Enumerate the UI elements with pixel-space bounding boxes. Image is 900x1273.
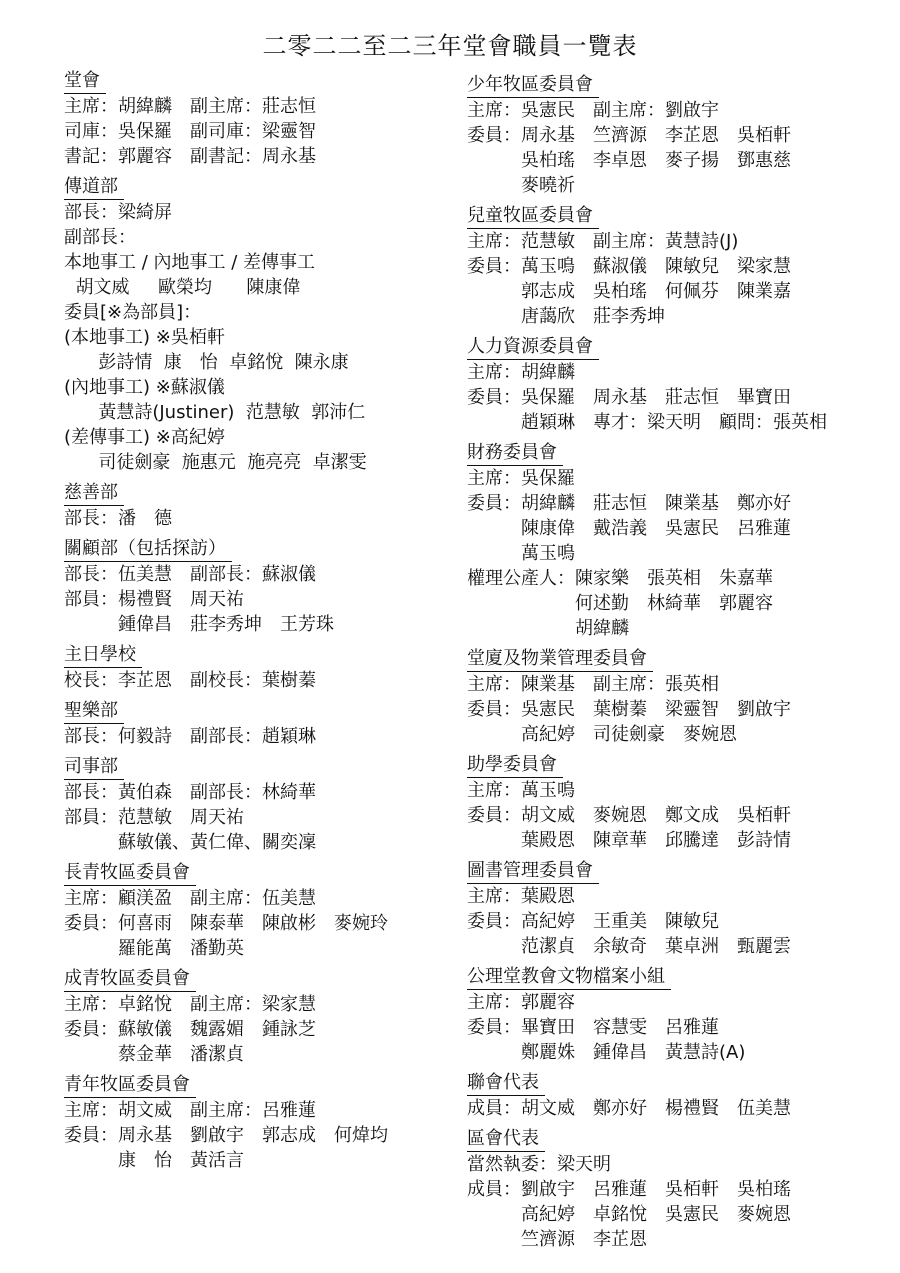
member-line: 主席：吳憲民 副主席：劉啟宇: [467, 100, 719, 121]
member-line: 鍾偉昌 莊李秀坤 王芳珠: [64, 614, 334, 635]
member-line: 主席：陳業基 副主席：張英相: [467, 674, 719, 695]
committee-section: [467, 72, 867, 198]
member-line: 本地事工 / 內地事工 / 差傳事工: [64, 252, 316, 273]
member-line: 吳柏瑤 李卓恩 麥子揚 鄧惠慈: [467, 150, 791, 171]
committee-section: [467, 752, 867, 853]
committee-section: [467, 203, 867, 329]
section-heading: 司事部: [64, 754, 124, 780]
member-line: 主席：葉殿恩: [467, 886, 575, 907]
committee-section: [64, 966, 454, 1067]
committee-section: [64, 698, 454, 749]
committee-section: [467, 1070, 867, 1121]
section-heading: 助學委員會: [467, 752, 563, 778]
member-line: 委員：胡緯麟 莊志恒 陳業基 鄭亦好: [467, 493, 791, 514]
member-line: 委員：畢寶田 容慧雯 呂雅蓮: [467, 1017, 719, 1038]
committee-section: [64, 642, 454, 693]
member-line: 委員：吳憲民 葉樹蓁 梁靈智 劉啟宇: [467, 699, 791, 720]
member-line: 主席：范慧敏 副主席：黃慧詩(J): [467, 231, 739, 252]
member-line: 委員[※為部員]：: [64, 302, 202, 323]
left-column: [64, 68, 454, 1178]
committee-section: [64, 754, 454, 855]
section-heading: 傳道部: [64, 174, 124, 200]
section-heading: 堂會: [64, 68, 106, 94]
member-line: 趙穎琳 專才：梁天明 顧問：張英相: [467, 412, 827, 433]
member-line: 成員：劉啟宇 呂雅蓮 吳栢軒 吳柏瑤: [467, 1179, 791, 1200]
section-heading: 少年牧區委員會: [467, 72, 599, 98]
section-heading: 成青牧區委員會: [64, 966, 196, 992]
member-line: 副部長：: [64, 227, 136, 248]
member-line: 部長：黃伯森 副部長：林綺華: [64, 782, 316, 803]
member-line: 權理公產人：陳家樂 張英相 朱嘉華: [467, 568, 773, 589]
member-line: 校長：李芷恩 副校長：葉樹蓁: [64, 670, 316, 691]
committee-section: [467, 964, 867, 1065]
member-line: 成員：胡文威 鄭亦好 楊禮賢 伍美慧: [467, 1098, 791, 1119]
section-heading: 聯會代表: [467, 1070, 545, 1096]
member-line: 竺濟源 李芷恩: [467, 1229, 647, 1250]
member-line: 委員：蘇敏儀 魏露媚 鍾詠芝: [64, 1019, 316, 1040]
member-line: 蘇敏儀、黃仁偉、關奕凜: [64, 832, 316, 853]
committee-section: [64, 860, 454, 961]
member-line: 書記：郭麗容 副書記：周永基: [64, 146, 316, 167]
member-line: 何述勤 林綺華 郭麗容: [467, 593, 773, 614]
member-line: 胡文威 歐榮均 陳康偉: [64, 277, 301, 298]
member-line: 范潔貞 余敏奇 葉卓洲 甄麗雲: [467, 936, 791, 957]
member-line: 委員：高紀婷 王重美 陳敏兒: [467, 911, 719, 932]
member-line: 部長：潘 德: [64, 508, 172, 529]
section-heading: 公理堂教會文物檔案小組: [467, 964, 671, 990]
member-line: 主席：卓銘悅 副主席：梁家慧: [64, 994, 316, 1015]
section-heading: 關顧部（包括探訪）: [64, 536, 232, 562]
committee-section: [64, 536, 454, 637]
member-line: 主席：顧渼盈 副主席：伍美慧: [64, 888, 316, 909]
member-line: 部長：梁綺屏: [64, 202, 172, 223]
committee-section: [64, 480, 454, 531]
member-line: 部長：何毅詩 副部長：趙穎琳: [64, 726, 316, 747]
member-line: 部員：范慧敏 周天祐: [64, 807, 244, 828]
committee-section: [467, 1126, 867, 1252]
committee-section: [64, 1072, 454, 1173]
member-line: 主席：胡緯麟 副主席：莊志恒: [64, 96, 316, 117]
member-line: 部員：楊禮賢 周天祐: [64, 589, 244, 610]
section-heading: 圖書管理委員會: [467, 858, 599, 884]
section-heading: 主日學校: [64, 642, 142, 668]
section-heading: 財務委員會: [467, 440, 563, 466]
member-line: 委員：周永基 劉啟宇 郭志成 何煒均: [64, 1125, 388, 1146]
committee-section: [64, 174, 454, 475]
member-line: (本地事工) ※吳栢軒: [64, 327, 225, 348]
member-line: 康 怡 黃活言: [64, 1150, 244, 1171]
member-line: 彭詩情 康 怡 卓銘悅 陳永康: [64, 352, 349, 373]
member-line: 部長：伍美慧 副部長：蘇淑儀: [64, 564, 316, 585]
member-line: 萬玉鳴: [467, 543, 575, 564]
section-heading: 堂廈及物業管理委員會: [467, 646, 653, 672]
member-line: (內地事工) ※蘇淑儀: [64, 377, 225, 398]
member-line: 主席：吳保羅: [467, 468, 575, 489]
member-line: 司徒劍豪 施惠元 施亮亮 卓潔雯: [64, 452, 367, 473]
member-line: 唐藹欣 莊李秀坤: [467, 306, 665, 327]
member-line: 鄭麗姝 鍾偉昌 黃慧詩(A): [467, 1042, 746, 1063]
section-heading: 慈善部: [64, 480, 124, 506]
section-heading: 區會代表: [467, 1126, 545, 1152]
member-line: 主席：郭麗容: [467, 992, 575, 1013]
right-column: [467, 72, 867, 1257]
member-line: 蔡金華 潘潔貞: [64, 1044, 244, 1065]
member-line: 羅能萬 潘勤英: [64, 938, 244, 959]
member-line: 主席：萬玉鳴: [467, 780, 575, 801]
section-heading: 兒童牧區委員會: [467, 203, 599, 229]
page-title: 二零二二至二三年堂會職員一覽表: [262, 32, 638, 60]
member-line: 當然執委：梁天明: [467, 1154, 611, 1175]
section-heading: 長青牧區委員會: [64, 860, 196, 886]
member-line: (差傳事工) ※高紀婷: [64, 427, 225, 448]
committee-section: [467, 334, 867, 435]
member-line: 黃慧詩(Justiner) 范慧敏 郭沛仁: [64, 402, 366, 423]
member-line: 胡緯麟: [467, 618, 629, 639]
member-line: 陳康偉 戴浩義 吳憲民 呂雅蓮: [467, 518, 791, 539]
committee-section: [64, 68, 454, 169]
member-line: 主席：胡緯麟: [467, 362, 575, 383]
member-line: 葉殿恩 陳章華 邱騰達 彭詩情: [467, 830, 791, 851]
member-line: 委員：何喜雨 陳泰華 陳啟彬 麥婉玲: [64, 913, 388, 934]
member-line: 司庫：吳保羅 副司庫：梁靈智: [64, 121, 316, 142]
member-line: 主席：胡文威 副主席：呂雅蓮: [64, 1100, 316, 1121]
member-line: 委員：吳保羅 周永基 莊志恒 畢寶田: [467, 387, 791, 408]
member-line: 委員：周永基 竺濟源 李芷恩 吳栢軒: [467, 125, 791, 146]
member-line: 高紀婷 司徒劍豪 麥婉恩: [467, 724, 737, 745]
committee-section: [467, 646, 867, 747]
member-line: 高紀婷 卓銘悅 吳憲民 麥婉恩: [467, 1204, 791, 1225]
committee-section: [467, 440, 867, 641]
member-line: 委員：萬玉鳴 蘇淑儀 陳敏兒 梁家慧: [467, 256, 791, 277]
member-line: 郭志成 吳柏瑤 何佩芬 陳業嘉: [467, 281, 791, 302]
member-line: 委員：胡文威 麥婉恩 鄭文成 吳栢軒: [467, 805, 791, 826]
section-heading: 聖樂部: [64, 698, 124, 724]
committee-section: [467, 858, 867, 959]
member-line: 麥曉祈: [467, 175, 575, 196]
section-heading: 青年牧區委員會: [64, 1072, 196, 1098]
section-heading: 人力資源委員會: [467, 334, 599, 360]
